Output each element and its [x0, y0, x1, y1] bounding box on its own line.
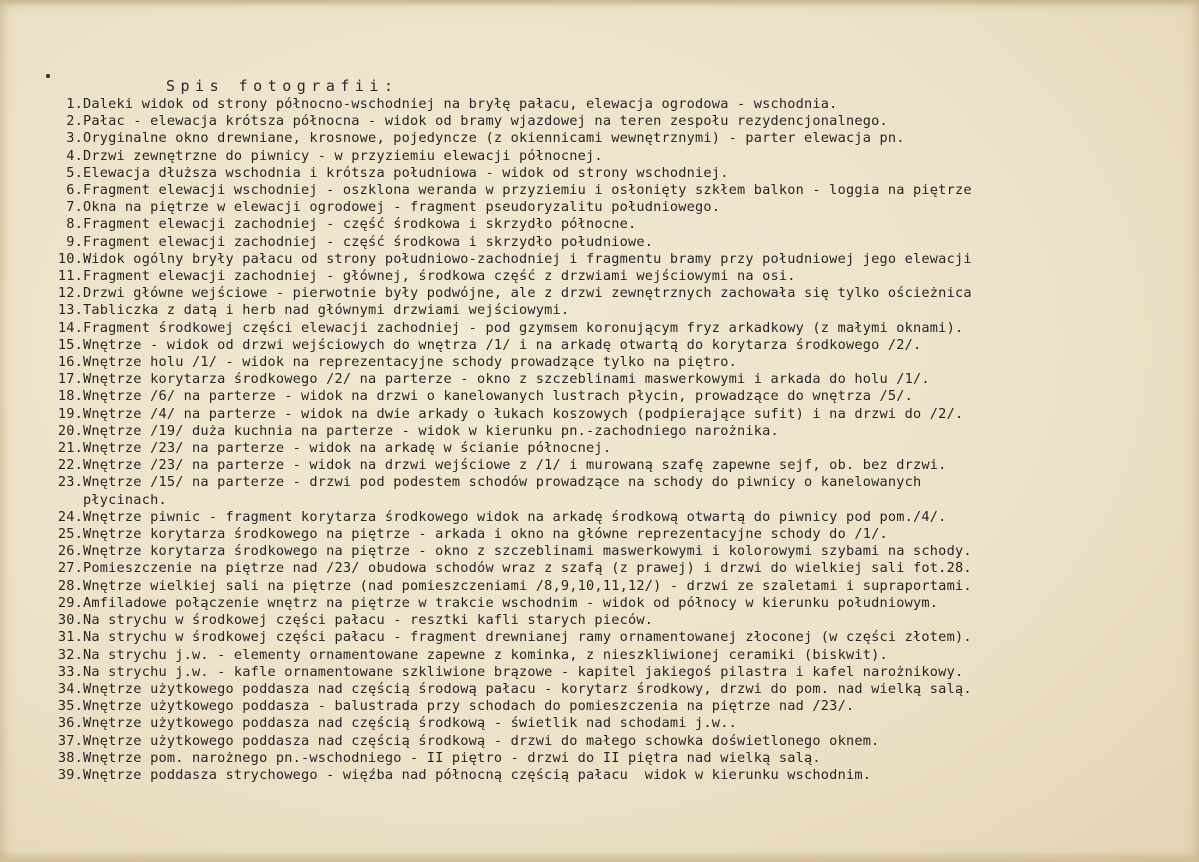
- item-text: Wnętrze /19/ duża kuchnia na parterze - widok w kierunku pn.-zachodniego narożnika.: [83, 422, 779, 439]
- item-number: 2.: [66, 113, 83, 130]
- item-text: Pałac - elewacja krótsza północna - widok od bramy wjazdowej na teren zespołu rezydencjonalnego.: [83, 113, 888, 130]
- item-text: Wnętrze korytarza środkowego na piętrze - okno z szczeblinami maswerkowymi i kolorowymi szybami na schody.: [83, 543, 972, 560]
- item-text: Fragment elewacji zachodniej - część środkowa i skrzydło południowe.: [83, 233, 654, 250]
- photo-list-item: [34, 285, 1184, 302]
- photo-list-item: [34, 406, 1184, 423]
- item-number: 14.: [57, 319, 83, 336]
- photo-list-item: [34, 715, 1184, 732]
- photo-list-item: [34, 543, 1184, 560]
- item-text: Pomieszczenie na piętrze nad /23/ obudowa schodów wraz z szafą (z prawej) i drzwi do wielkiej sali fot.28.: [83, 560, 972, 577]
- item-number: 19.: [57, 405, 83, 422]
- item-text: Elewacja dłuższa wschodnia i krótsza południowa - widok od strony wschodniej.: [83, 164, 729, 181]
- photo-list-item: [34, 509, 1184, 526]
- item-number: 4.: [66, 147, 83, 164]
- item-number: 25.: [57, 526, 83, 543]
- item-number: 34.: [57, 680, 83, 697]
- photo-list-item: [34, 440, 1184, 457]
- photo-list-item: [34, 526, 1184, 543]
- item-text: Wnętrze /4/ na parterze - widok na dwie arkady o łukach koszowych (podpierające sufit) i na drzwi do /2/.: [83, 405, 964, 422]
- photo-list-item: [34, 664, 1184, 681]
- item-text: Fragment elewacji wschodniej - oszklona weranda w przyziemiu i osłonięty szkłem balkon - loggia na piętrze: [83, 182, 972, 199]
- photo-list-item: [34, 199, 1184, 216]
- photo-list-item: [34, 234, 1184, 251]
- photo-list-item: [34, 750, 1184, 767]
- item-text: Wnętrze użytkowego poddasza nad częścią środkową - świetlik nad schodami j.w..: [83, 715, 737, 732]
- photo-list-item: [34, 647, 1184, 664]
- item-text: Fragment elewacji zachodniej - głównej, środkowa część z drzwiami wejściowymi na osi.: [83, 268, 796, 285]
- photo-list-item: [34, 457, 1184, 474]
- item-text: Wnętrze wielkiej sali na piętrze (nad pomieszczeniami /8,9,10,11,12/) - drzwi ze szaletami i supraportami.: [83, 577, 972, 594]
- item-number: 7.: [66, 199, 83, 216]
- item-number: 35.: [57, 698, 83, 715]
- photo-list-item: [34, 388, 1184, 405]
- photo-list-item: [34, 767, 1184, 784]
- item-text: Drzwi główne wejściowe - pierwotnie były podwójne, ale z drzwi zewnętrznych zachowała się tylko ościeżnica: [83, 285, 972, 302]
- photo-list-item: [34, 182, 1184, 199]
- ink-dot: [46, 74, 50, 78]
- photo-list-item: [34, 423, 1184, 440]
- item-text: Okna na piętrze w elewacji ogrodowej - fragment pseudoryzalitu południowego.: [83, 199, 721, 216]
- item-text: Wnętrze poddasza strychowego - więźba nad północną częścią pałacu widok w kierunku wschodnim.: [83, 766, 872, 783]
- item-number: 37.: [57, 732, 83, 749]
- item-text: Na strychu j.w. - elementy ornamentowane zapewne z kominka, z nieszkliwionej ceramiki (biskwit).: [83, 646, 888, 663]
- photo-list-item: [34, 113, 1184, 130]
- photo-list-item: [34, 354, 1184, 371]
- photo-list-item: [34, 337, 1184, 354]
- item-text: Na strychu j.w. - kafle ornamentowane szkliwione brązowe - kapitel jakiegoś pilastra i kafel narożnikowy.: [83, 663, 964, 680]
- item-number: 27.: [57, 560, 83, 577]
- item-text: Wnętrze /23/ na parterze - widok na arkadę w ścianie północnej.: [83, 440, 612, 457]
- item-number: 29.: [57, 594, 83, 611]
- item-number: 28.: [57, 577, 83, 594]
- item-text: Wnętrze korytarza środkowego /2/ na parterze - okno z szczeblinami maswerkowymi i arkada do holu /1/.: [83, 371, 930, 388]
- item-number: 13.: [57, 302, 83, 319]
- photo-list-item: [34, 371, 1184, 388]
- page-edge-top: [0, 0, 1199, 6]
- photo-list-item: [34, 612, 1184, 629]
- photo-list-item: [34, 629, 1184, 646]
- item-text: Widok ogólny bryły pałacu od strony południowo-zachodniej i fragmentu bramy przy południowej jego elewacji: [83, 250, 972, 267]
- item-number: 18.: [57, 388, 83, 405]
- item-number: 30.: [57, 612, 83, 629]
- item-number: 33.: [57, 663, 83, 680]
- item-text: Na strychu w środkowej części pałacu - fragment drewnianej ramy ornamentowanej złoconej (w części złotem).: [83, 629, 972, 646]
- photo-list-item: [34, 251, 1184, 268]
- photo-list-item: [34, 595, 1184, 612]
- photo-list-item: [34, 148, 1184, 165]
- item-text: Wnętrze piwnic - fragment korytarza środkowego widok na arkadę środkową otwartą do piwnicy pod pom./4/.: [83, 508, 947, 525]
- item-number: 11.: [57, 268, 83, 285]
- item-number: 20.: [57, 422, 83, 439]
- photo-list-item: [34, 560, 1184, 577]
- page-edge-bottom: [0, 852, 1199, 862]
- item-number: 3.: [66, 130, 83, 147]
- item-text: Wnętrze /23/ na parterze - widok na drzwi wejściowe z /1/ i murowaną szafę zapewne sejf, ob. bez drzwi.: [83, 457, 947, 474]
- photo-list-item: [34, 681, 1184, 698]
- item-text: Wnętrze /15/ na parterze - drzwi pod podestem schodów prowadzące na schody do piwnicy o kanelowanych płycinach.: [83, 474, 922, 508]
- photo-list-item: [34, 216, 1184, 233]
- photo-list-item: [34, 130, 1184, 147]
- item-text: Wnętrze - widok od drzwi wejściowych do wnętrza /1/ i na arkadę otwartą do korytarza środkowego /2/.: [83, 336, 922, 353]
- photo-list: [34, 96, 1184, 784]
- item-number: 10.: [57, 250, 83, 267]
- item-number: 38.: [57, 749, 83, 766]
- item-number: 15.: [57, 336, 83, 353]
- photo-list-item: [34, 733, 1184, 750]
- item-text: Amfiladowe połączenie wnętrz na piętrze w trakcie wschodnim - widok od północy w kierunku południowym.: [83, 594, 939, 611]
- item-number: 24.: [57, 508, 83, 525]
- item-text: Drzwi zewnętrzne do piwnicy - w przyziemiu elewacji północnej.: [83, 147, 603, 164]
- item-number: 17.: [57, 371, 83, 388]
- item-number: 16.: [57, 354, 83, 371]
- item-text: Wnętrze korytarza środkowego na piętrze - arkada i okno na główne reprezentacyjne schody do /1/.: [83, 526, 888, 543]
- photo-list-item: [34, 165, 1184, 182]
- item-number: 22.: [57, 457, 83, 474]
- document-title: Spis fotografii:: [166, 77, 399, 95]
- item-number: 23.: [57, 474, 83, 491]
- item-text: Fragment elewacji zachodniej - część środkowa i skrzydło północne.: [83, 216, 637, 233]
- item-text: Wnętrze użytkowego poddasza nad częścią środową pałacu - korytarz środkowy, drzwi do pom. nad wielką salą.: [83, 680, 972, 697]
- item-text: Fragment środkowej części elewacji zachodniej - pod gzymsem koronującym fryz arkadkowy (z małymi oknami).: [83, 319, 964, 336]
- item-number: 39.: [57, 766, 83, 783]
- item-text: Wnętrze pom. narożnego pn.-wschodniego - II piętro - drzwi do II piętra nad wielką salą.: [83, 749, 821, 766]
- item-text: Wnętrze /6/ na parterze - widok na drzwi o kanelowanych lustrach płycin, prowadzące do wnętrza /5/.: [83, 388, 914, 405]
- item-number: 12.: [57, 285, 83, 302]
- item-text: Oryginalne okno drewniane, krosnowe, pojedyncze (z okiennicami wewnętrznymi) - parter elewacja pn.: [83, 130, 905, 147]
- item-number: 31.: [57, 629, 83, 646]
- item-number: 21.: [57, 440, 83, 457]
- item-text: Daleki widok od strony północno-wschodniej na bryłę pałacu, elewacja ogrodowa - wschodnia.: [83, 96, 838, 112]
- item-text: Na strychu w środkowej części pałacu - resztki kafli starych pieców.: [83, 612, 654, 629]
- item-number: 6.: [66, 182, 83, 199]
- item-number: 1.: [66, 96, 83, 112]
- photo-list-item: [34, 302, 1184, 319]
- photo-list-item: [34, 268, 1184, 285]
- item-number: 8.: [66, 216, 83, 233]
- photo-list-item: [34, 96, 1184, 113]
- item-text: Tabliczka z datą i herb nad głównymi drzwiami wejściowymi.: [83, 302, 570, 319]
- item-number: 32.: [57, 646, 83, 663]
- photo-list-item: [34, 320, 1184, 337]
- photo-list-item: [34, 578, 1184, 595]
- photo-list-item: [34, 474, 1184, 508]
- item-text: Wnętrze użytkowego poddasza - balustrada przy schodach do pomieszczenia na piętrze nad /23/.: [83, 698, 855, 715]
- item-text: Wnętrze użytkowego poddasza nad częścią środkową - drzwi do małego schowka doświetlonego oknem.: [83, 732, 880, 749]
- item-number: 26.: [57, 543, 83, 560]
- item-number: 9.: [66, 233, 83, 250]
- photo-list-item: [34, 698, 1184, 715]
- item-number: 36.: [57, 715, 83, 732]
- item-text: Wnętrze holu /1/ - widok na reprezentacyjne schody prowadzące tylko na piętro.: [83, 354, 737, 371]
- item-number: 5.: [66, 164, 83, 181]
